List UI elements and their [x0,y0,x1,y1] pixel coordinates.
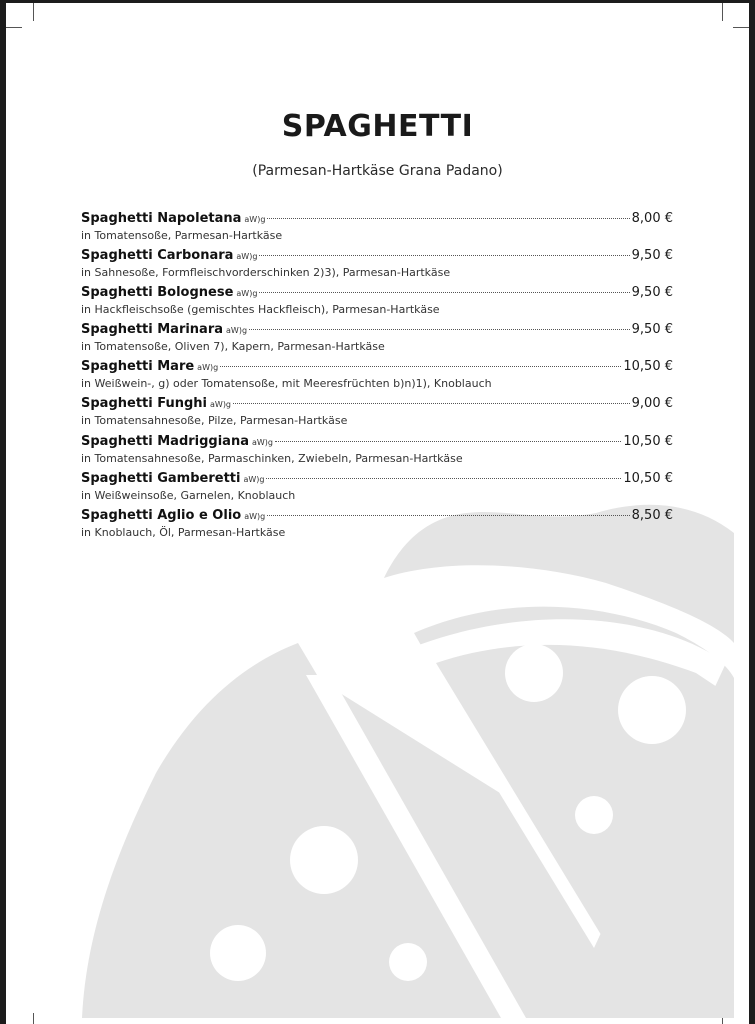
dish-price: 8,00 € [631,211,673,226]
dish-description: in Tomatensahnesoße, Parmaschinken, Zwiebeln, Parmesan-Hartkäse [81,451,463,465]
dish-price: 10,50 € [623,433,673,449]
allergen-codes: aW)g [243,474,265,484]
allergen-codes: aW)g [226,326,248,336]
dish-description: in Hackfleischsoße (gemischtes Hackfleisch), Parmesan-Hartkäse [81,303,440,317]
allergen-codes: aW)g [244,215,266,224]
dot-leader [266,478,621,479]
dish-price: 9,50 € [631,322,673,338]
allergen-codes: aW)g [197,363,219,373]
dot-leader [233,403,630,404]
dot-leader [267,218,629,219]
dish-name: Spaghetti Funghi [81,396,207,412]
dish-description: in Knoblauch, Öl, Parmesan-Hartkäse [81,525,286,539]
menu-item [81,434,673,471]
dot-leader [275,441,621,442]
dish-description: in Weißweinsoße, Garnelen, Knoblauch [81,488,296,502]
allergen-codes: aW)g [251,437,273,447]
page-subtitle: (Parmesan-Hartkäse Grana Padano) [252,163,503,179]
menu-item-header [81,434,673,451]
dot-leader [267,515,629,516]
menu-item-header [81,359,673,376]
dish-price: 9,50 € [631,248,673,264]
menu-page [6,3,749,1024]
dish-name: Spaghetti Aglio e Olio [81,507,242,523]
menu-item [81,211,673,248]
menu-item-header [81,396,673,413]
dish-description: in Weißwein-, g) oder Tomatensoße, mit Meeresfrüchten b)n)1), Knoblauch [81,377,492,391]
menu-item [81,508,673,545]
dish-description: in Tomatensahnesoße, Pilze, Parmesan-Hartkäse [81,414,348,428]
dot-leader [249,329,630,330]
dish-description: in Sahnesoße, Formfleischvorderschinken 2)3), Parmesan-Hartkäse [81,266,451,280]
allergen-codes: aW)g [210,400,232,410]
menu-item [81,322,673,359]
dish-name: Spaghetti Mare [81,359,195,375]
menu-item [81,471,673,508]
menu-item-header [81,211,673,228]
allergen-codes: aW)g [236,289,258,299]
dish-price: 9,00 € [631,396,673,412]
menu-item [81,396,673,433]
menu-item [81,248,673,285]
dish-name: Spaghetti Carbonara [81,248,234,264]
dish-description: in Tomatensoße, Oliven 7), Kapern, Parmesan-Hartkäse [81,340,385,354]
menu-item [81,285,673,322]
menu-item-header [81,508,673,525]
dot-leader [259,292,629,293]
dish-price: 10,50 € [623,470,673,486]
menu-item-header [81,322,673,339]
menu-item-header [81,248,673,265]
menu-item-header [81,471,673,488]
dish-price: 8,50 € [631,507,673,523]
dish-description: in Tomatensoße, Parmesan-Hartkäse [81,229,283,242]
dish-price: 9,50 € [631,285,673,301]
menu-item [81,359,673,396]
menu-item-header [81,285,673,302]
dish-name: Spaghetti Napoletana [81,211,242,226]
dish-price: 10,50 € [623,359,673,375]
menu-list [81,211,673,545]
allergen-codes: aW)g [236,252,258,262]
allergen-codes: aW)g [244,511,266,521]
dish-name: Spaghetti Gamberetti [81,470,241,486]
dish-name: Spaghetti Madriggiana [81,433,249,449]
dot-leader [220,366,621,367]
dot-leader [259,255,629,256]
dish-name: Spaghetti Bolognese [81,285,234,301]
page-title: SPAGHETTI [281,109,474,144]
dish-name: Spaghetti Marinara [81,322,224,338]
